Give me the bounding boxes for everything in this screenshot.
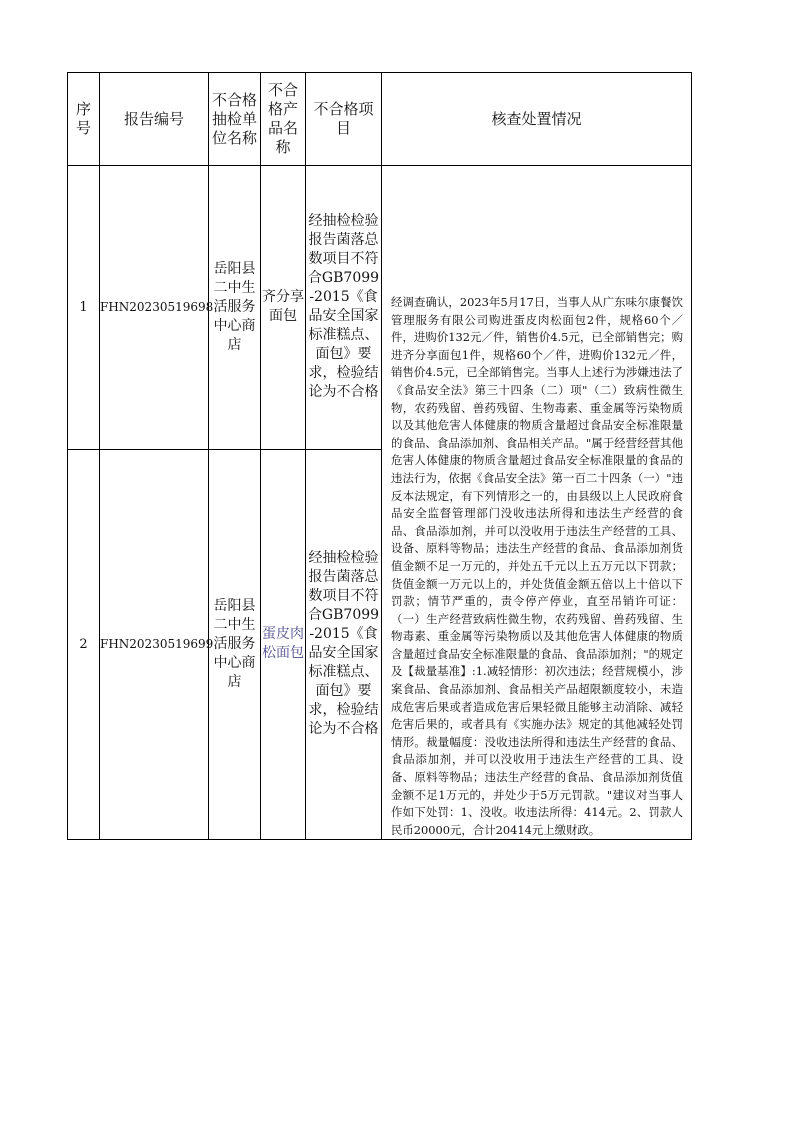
row-seq: 2 (68, 449, 100, 840)
header-item: 不合格项目 (306, 73, 382, 166)
header-product: 不合格产品名称 (261, 73, 306, 166)
handling-cell (382, 166, 692, 840)
row-report-no: FHN20230519699 (100, 449, 209, 840)
header-row (68, 73, 692, 166)
header-unit: 不合格抽检单位名称 (209, 73, 261, 166)
header-report-no: 报告编号 (100, 73, 209, 166)
row-item: 经抽检检验报告菌落总数项目不符合GB7099-2015《食品安全国家标准糕点、面包》要求，检验结论为不合格 (306, 166, 382, 450)
header-handling: 核查处置情况 (382, 73, 692, 166)
row-seq: 1 (68, 166, 100, 450)
table-row (68, 166, 692, 450)
row-product: 蛋皮肉松面包 (261, 449, 306, 840)
row-product: 齐分享面包 (261, 166, 306, 450)
row-unit: 岳阳县二中生活服务中心商店 (209, 449, 261, 840)
header-seq: 序号 (68, 73, 100, 166)
row-report-no: FHN20230519698 (100, 166, 209, 450)
row-unit: 岳阳县二中生活服务中心商店 (209, 166, 261, 450)
inspection-table (67, 72, 692, 840)
row-item: 经抽检检验报告菌落总数项目不符合GB7099-2015《食品安全国家标准糕点、面包》要求，检验结论为不合格 (306, 449, 382, 840)
handling-text: 经调查确认，2023年5月17日，当事人从广东味尔康餐饮管理服务有限公司购进蛋皮肉松面包2件，规格60个／件，进购价132元／件，销售价4.5元，已全部销售完；购进齐分享面包1件，规格60个／件，进购价132元／件，销售价4.5元，已全部销售完。当事人上述行为涉嫌违法了《食品安全法》第三十四条（二）项"（二）致病性微生物，农药残留、兽药残留、生物毒素、重金属等污染物质以及其他危害人体健康的物质含量超过食品安全标准限量的食品、食品添加剂、食品相关产品。"属于经营经营其他危害人体健康的物质含量超过食品安全标准限量的食品的违法行为，依据《食品安全法》第一百二十四条（一）"违反本法规定，有下列情形之一的，由县级以上人民政府食品安全监督管理部门没收违法所得和违法生产经营的食品、食品添加剂，并可以没收用于违法生产经营的工具、设备、原料等物品；违法生产经营的食品、食品添加剂货值金额不足一万元的，并处五千元以上五万元以下罚款；货值金额一万元以上的，并处货值金额五倍以上十倍以下罚款；情节严重的，责令停产停业，直至吊销许可证：（一）生产经营致病性微生物，农药残留、兽药残留、生物毒素、重金属等污染物质以及其他危害人体健康的物质含量超过食品安全标准限量的食品、食品添加剂；"的规定及【裁量基准】:1.减轻情形：初次违法；经营规模小，涉案食品、食品添加剂、食品相关产品超限额度较小，未造成危害后果或者造成危害后果轻微且能够主动消除、减轻危害后果的，或者具有《实施办法》规定的其他减轻处罚情形。裁量幅度：没收违法所得和违法生产经营的食品、食品添加剂，并可以没收用于违法生产经营的工具、设备、原料等物品；违法生产经营的食品、食品添加剂货值金额不足1万元的，并处少于5万元罚款。"建议对当事人作如下处罚：1、没收。收违法所得：414元。2、罚款人民币20000元，合计20414元上缴财政。 (391, 295, 683, 837)
